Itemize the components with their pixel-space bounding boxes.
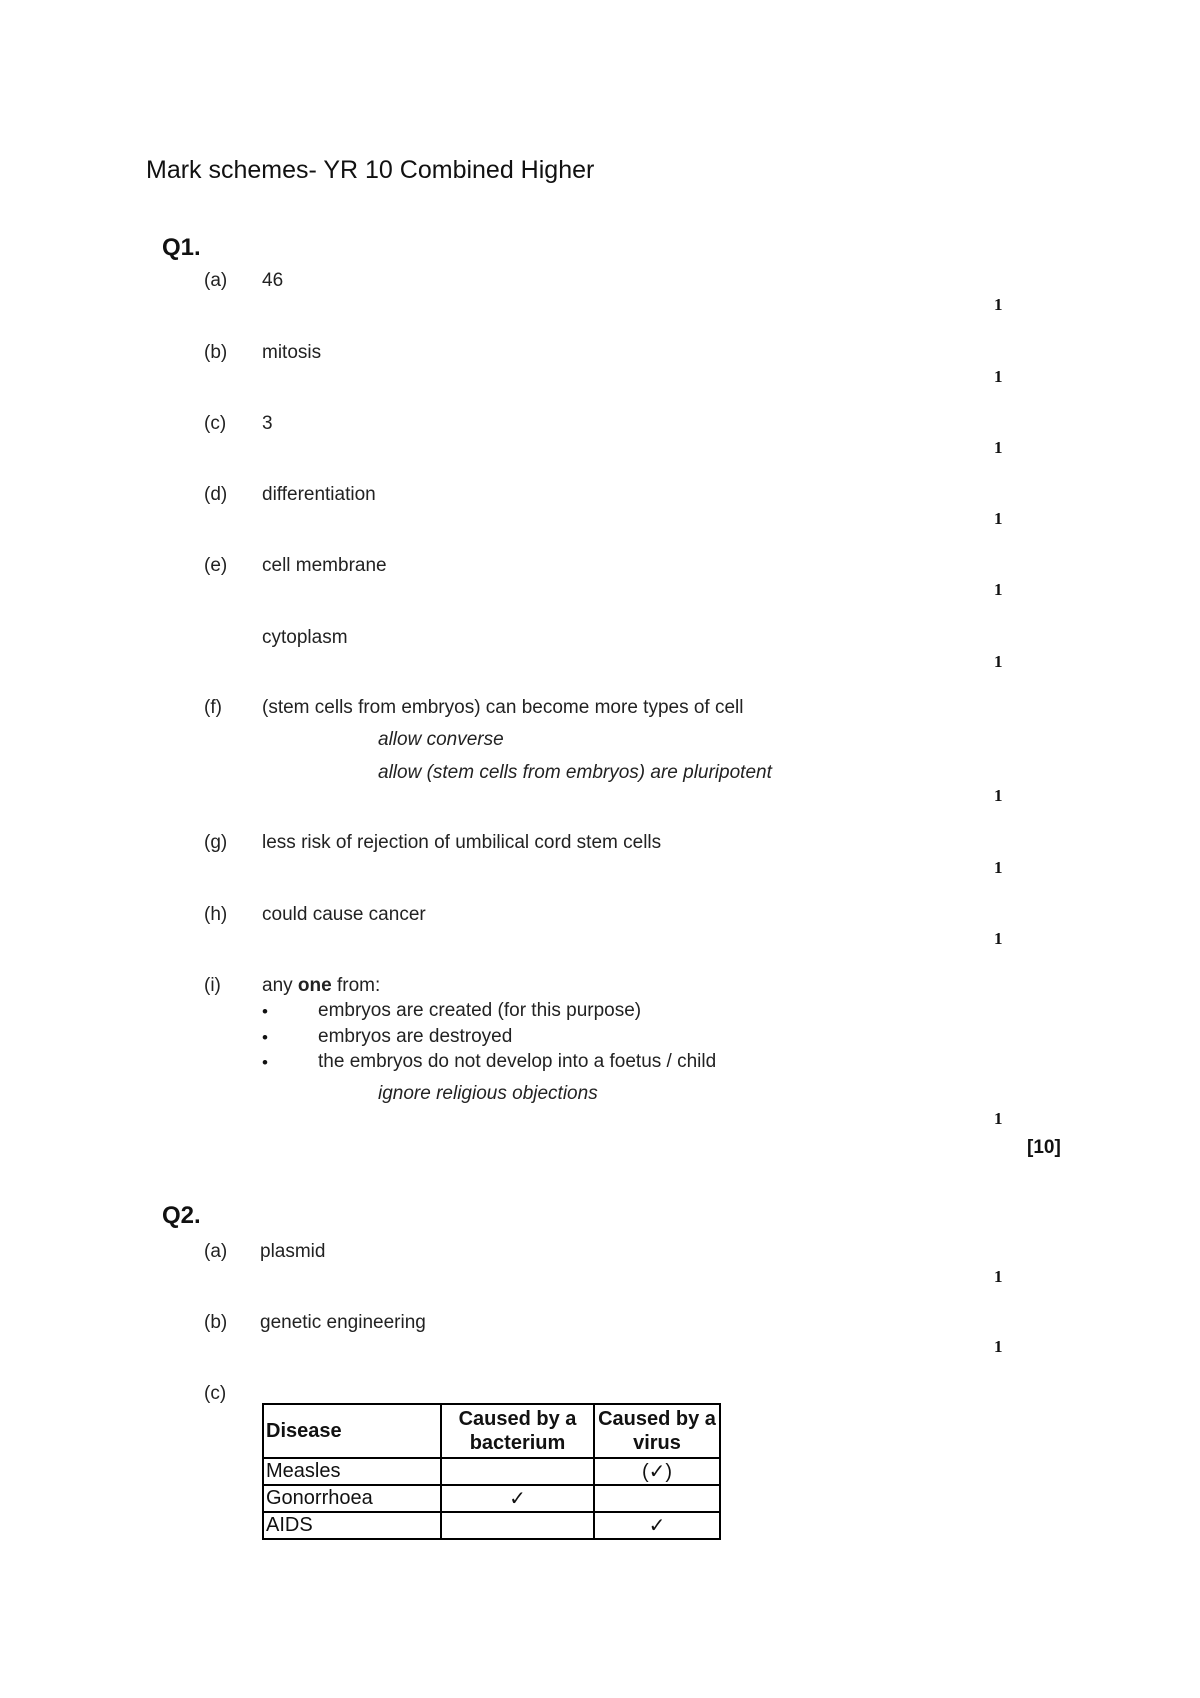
q1-part-e-answer-2: cytoplasm — [262, 627, 348, 648]
table-row — [263, 1458, 720, 1485]
q1-part-e-label: (e) — [204, 555, 228, 576]
q1-part-h-mark: 1 — [994, 929, 1003, 948]
q1-part-i-label: (i) — [204, 975, 221, 996]
q1-part-c-mark: 1 — [994, 438, 1003, 457]
table-cell: AIDS — [263, 1512, 441, 1539]
q1-part-e-answer: cell membrane — [262, 555, 387, 576]
q1-part-i-bullet-1: embryos are created (for this purpose) — [318, 1000, 642, 1021]
q1-part-i-note: ignore religious objections — [378, 1083, 598, 1104]
q2-part-a-mark: 1 — [994, 1267, 1003, 1286]
q1-part-f-label: (f) — [204, 697, 222, 718]
page-title: Mark schemes- YR 10 Combined Higher — [146, 156, 595, 184]
q2-part-c-label: (c) — [204, 1383, 227, 1404]
table-header-cell: Disease — [263, 1404, 441, 1458]
q1-part-i-bullet-2: embryos are destroyed — [318, 1026, 513, 1047]
q2-part-b-answer: genetic engineering — [260, 1312, 426, 1333]
q1-part-e-mark: 1 — [994, 580, 1003, 599]
q1-part-c-label: (c) — [204, 413, 227, 434]
q1-part-g-label: (g) — [204, 832, 228, 853]
q1-part-e-mark-2: 1 — [994, 652, 1003, 671]
q1-part-b-label: (b) — [204, 342, 228, 363]
q1-part-d-mark: 1 — [994, 509, 1003, 528]
q1-part-h-answer: could cause cancer — [262, 904, 426, 925]
q1-part-f-mark: 1 — [994, 786, 1003, 805]
q2-part-b-label: (b) — [204, 1312, 228, 1333]
table-cell: Measles — [263, 1458, 441, 1485]
q1-part-d-answer: differentiation — [262, 484, 376, 505]
disease-table — [262, 1403, 721, 1540]
q2-part-a-label: (a) — [204, 1241, 228, 1262]
q1-part-i-mark: 1 — [994, 1109, 1003, 1128]
q1-part-f-note-2: allow (stem cells from embryos) are pluripotent — [378, 762, 772, 783]
table-row — [263, 1485, 720, 1512]
q1-part-g-answer: less risk of rejection of umbilical cord stem cells — [262, 832, 662, 853]
q1-part-f-note-1: allow converse — [378, 729, 504, 750]
question-1-heading: Q1. — [162, 234, 201, 261]
q1-part-h-label: (h) — [204, 904, 228, 925]
bullet-icon: • — [262, 1028, 268, 1047]
question-2-heading: Q2. — [162, 1202, 201, 1229]
table-header-cell: Caused by a bacterium — [441, 1404, 594, 1458]
q1-part-i-bullet-3: the embryos do not develop into a foetus / child — [318, 1051, 717, 1072]
q2-part-b-mark: 1 — [994, 1337, 1003, 1356]
q1-part-b-mark: 1 — [994, 367, 1003, 386]
q1-part-d-label: (d) — [204, 484, 228, 505]
q1-part-a-label: (a) — [204, 270, 228, 291]
q1-part-g-mark: 1 — [994, 858, 1003, 877]
q1-part-f-answer: (stem cells from embryos) can become more types of cell — [262, 697, 744, 718]
table-cell — [441, 1458, 594, 1485]
q1-total-marks: [10] — [1027, 1137, 1061, 1158]
table-cell: Gonorrhoea — [263, 1485, 441, 1512]
table-cell: ✓ — [594, 1512, 720, 1539]
bullet-icon: • — [262, 1002, 268, 1021]
q2-part-a-answer: plasmid — [260, 1241, 326, 1262]
q1-part-i-intro: any one from: — [262, 975, 381, 996]
q1-part-a-answer: 46 — [262, 270, 284, 291]
q1-part-b-answer: mitosis — [262, 342, 322, 363]
q1-part-c-answer: 3 — [262, 413, 273, 434]
table-cell — [441, 1512, 594, 1539]
q1-part-a-mark: 1 — [994, 295, 1003, 314]
table-header-cell: Caused by a virus — [594, 1404, 720, 1458]
table-cell: (✓) — [594, 1458, 720, 1485]
table-cell — [594, 1485, 720, 1512]
table-cell: ✓ — [441, 1485, 594, 1512]
table-header-row — [263, 1404, 720, 1458]
table-row — [263, 1512, 720, 1539]
bullet-icon: • — [262, 1053, 268, 1072]
